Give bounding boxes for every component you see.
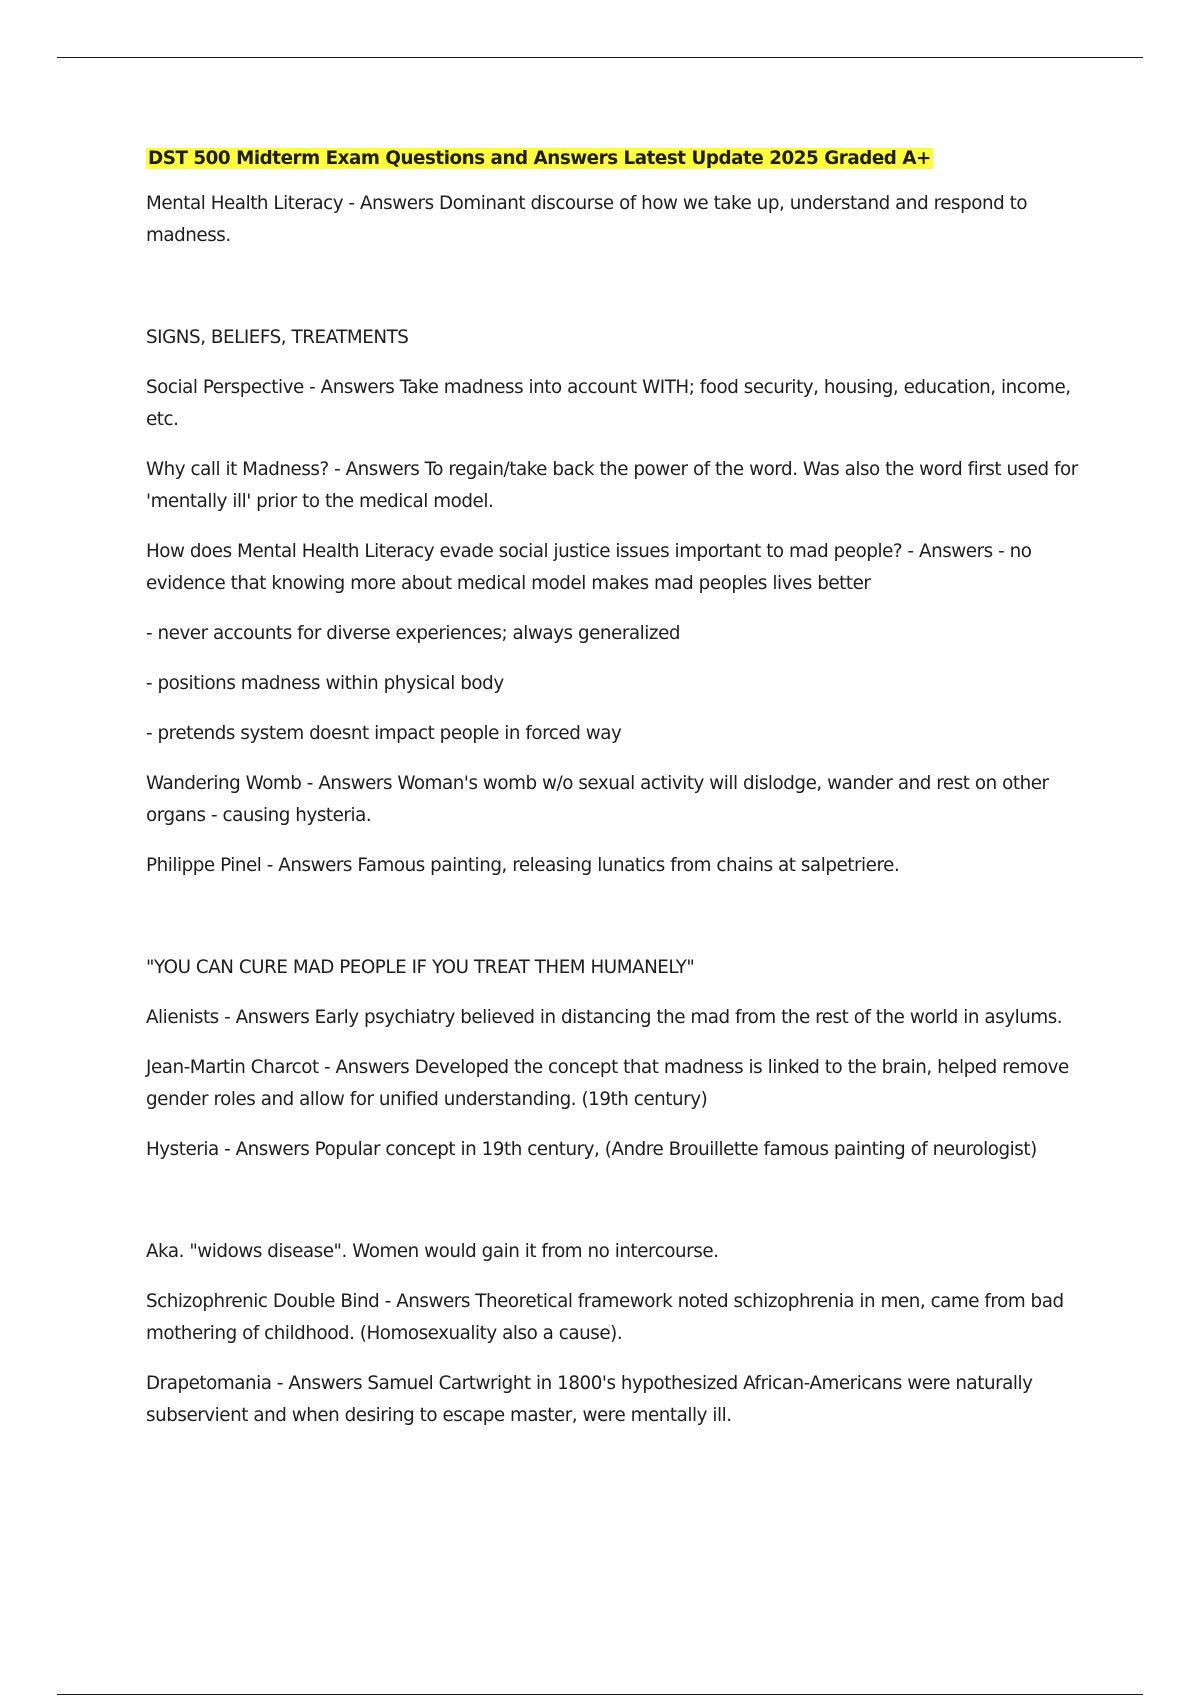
paragraph-drapetomania: Drapetomania - Answers Samuel Cartwright in 1800's hypothesized African-Americans were naturally subservient and when desiring to escape master, were mentally ill. (146, 1373, 1033, 1426)
paragraph-mental-health-literacy: Mental Health Literacy - Answers Dominant discourse of how we take up, understand and respond to madness. (146, 193, 1028, 246)
paragraph-alienists: Alienists - Answers Early psychiatry believed in distancing the mad from the rest of the world in asylums. (146, 1007, 1063, 1028)
document-body (146, 146, 1096, 1432)
paragraph-jean-martin-charcot: Jean-Martin Charcot - Answers Developed the concept that madness is linked to the brain, helped remove gender roles and allow for unified understanding. (19th century) (146, 1057, 1069, 1110)
paragraph-schizophrenic-double-bind: Schizophrenic Double Bind - Answers Theoretical framework noted schizophrenia in men, came from bad mothering of childhood. (Homosexuality also a cause). (146, 1291, 1064, 1344)
paragraph-hysteria: Hysteria - Answers Popular concept in 19th century, (Andre Brouillette famous painting of neurologist) (146, 1139, 1037, 1160)
header-rule (57, 57, 1143, 58)
paragraph-bullet-physical-body: - positions madness within physical body (146, 673, 504, 694)
paragraph-cure-mad-people-quote: "YOU CAN CURE MAD PEOPLE IF YOU TREAT THEM HUMANELY" (146, 957, 695, 978)
document-title (146, 146, 1096, 172)
paragraph-bullet-forced-way: - pretends system doesnt impact people in forced way (146, 723, 622, 744)
paragraph-signs-beliefs-treatments: SIGNS, BELIEFS, TREATMENTS (146, 327, 409, 348)
paragraph-mhl-social-justice: How does Mental Health Literacy evade social justice issues important to mad people? - Answers - no evidence that knowing more about medical model makes mad peoples lives better (146, 541, 1032, 594)
paragraph-why-call-it-madness: Why call it Madness? - Answers To regain/take back the power of the word. Was also the word first used for 'mentally ill' prior to the medical model. (146, 459, 1078, 512)
paragraph-bullet-diverse-experiences: - never accounts for diverse experiences; always generalized (146, 623, 681, 644)
paragraph-wandering-womb: Wandering Womb - Answers Woman's womb w/o sexual activity will dislodge, wander and rest on other organs - causing hysteria. (146, 773, 1049, 826)
footer-rule (57, 1694, 1143, 1695)
paragraph-philippe-pinel: Philippe Pinel - Answers Famous painting, releasing lunatics from chains at salpetriere. (146, 855, 900, 876)
highlighted-title-text: DST 500 Midterm Exam Questions and Answers Latest Update 2025 Graded A+ (148, 148, 931, 169)
paragraph-widows-disease: Aka. "widows disease". Women would gain it from no intercourse. (146, 1241, 719, 1262)
paragraph-social-perspective: Social Perspective - Answers Take madness into account WITH; food security, housing, education, income, etc. (146, 377, 1071, 430)
